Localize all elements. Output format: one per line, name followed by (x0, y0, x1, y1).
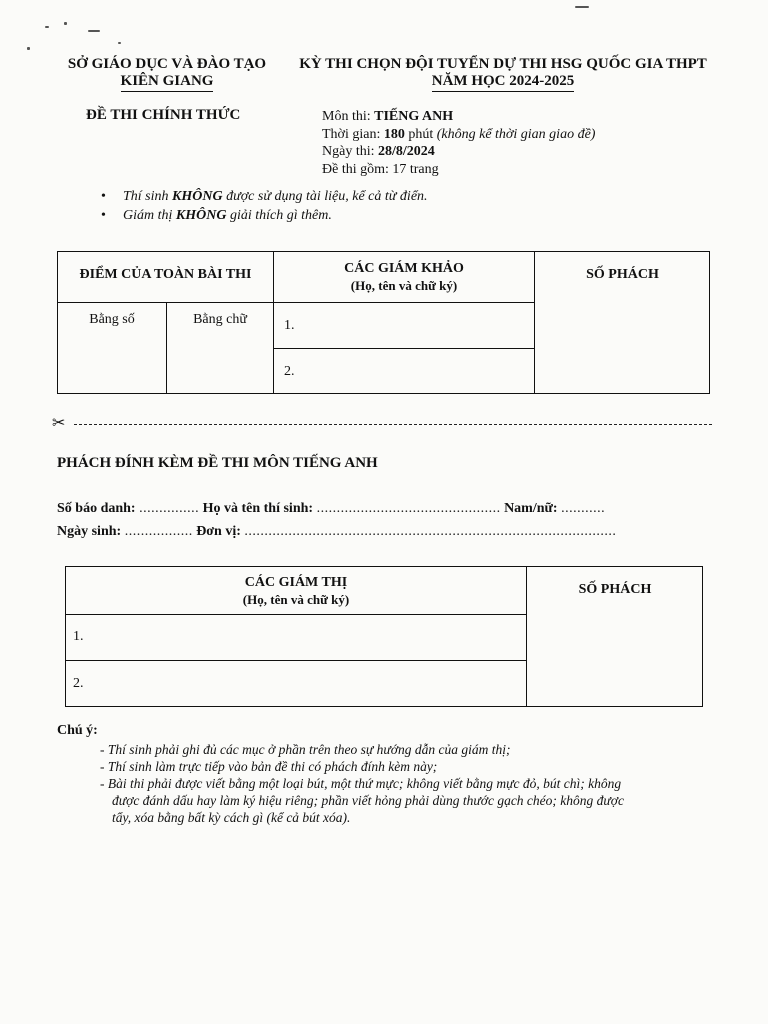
gender-field[interactable]: ........... (561, 501, 606, 516)
scan-speck (64, 22, 67, 25)
dob-field[interactable]: ................. (124, 524, 193, 539)
time-line: Thời gian: 180 phút (không kể thời gian giao đề) (322, 126, 596, 142)
note-item-continued: được đánh dấu hay làm ký hiệu riêng; phần viết hỏng phải dùng thước gạch chéo; không được (112, 793, 624, 808)
candidate-info-line-2 (57, 524, 616, 540)
exam-title-block (283, 56, 723, 92)
note-item: - Bài thi phải được viết bằng một loại bút, một thứ mực; không viết bằng mực đỏ, bút chì; không (100, 776, 622, 791)
subject-value: TIẾNG ANH (374, 109, 454, 124)
date-line: Ngày thi: 28/8/2024 (322, 144, 435, 159)
scan-speck (118, 42, 121, 44)
score-by-words-label: Bằng chữ (193, 312, 247, 327)
time-value: 180 (383, 126, 405, 142)
gender-label: Nam/nữ: (504, 501, 558, 516)
scan-speck (88, 30, 100, 32)
school-year: NĂM HỌC 2024-2025 (432, 73, 575, 92)
date-value: 28/8/2024 (378, 144, 435, 159)
proctor-code-number-header: SỐ PHÁCH (578, 582, 652, 597)
proctor-row-1: 1. (73, 629, 84, 644)
score-table (57, 251, 710, 394)
notes-title: Chú ý: (57, 723, 98, 738)
rule-item: • Giám thị KHÔNG giải thích gì thêm. (101, 206, 428, 225)
candidate-info-line-1 (57, 501, 605, 517)
time-note: (không kể thời gian giao đề) (436, 126, 596, 142)
notes-list (100, 741, 720, 826)
scan-speck (45, 26, 49, 28)
unit-field[interactable]: ............................................................................................. (244, 524, 617, 539)
department-name: SỞ GIÁO DỤC VÀ ĐÀO TẠO (67, 56, 267, 72)
proctors-header: CÁC GIÁM THỊ (Họ, tên và chữ ký) (242, 575, 350, 607)
examiner-row-1: 1. (284, 318, 295, 333)
subject-line: Môn thi: TIẾNG ANH (322, 109, 454, 124)
code-number-header: SỐ PHÁCH (586, 267, 659, 282)
proctor-table (65, 566, 703, 707)
examiners-header: CÁC GIÁM KHẢO (Họ, tên và chữ ký) (344, 261, 464, 293)
note-item-continued: tẩy, xóa bằng bất kỳ cách gì (kể cả bút xóa). (112, 810, 351, 825)
dashed-divider (74, 424, 712, 425)
total-score-header: ĐIỂM CỦA TOÀN BÀI THI (79, 267, 252, 282)
pages-line: Đề thi gồm: 17 trang (322, 161, 439, 177)
exam-rules-list (101, 187, 428, 225)
province-name: KIÊN GIANG (121, 73, 214, 92)
note-item: - Thí sinh phải ghi đủ các mục ở phần trên theo sự hướng dẫn của giám thị; (100, 742, 511, 757)
exam-title: KỲ THI CHỌN ĐỘI TUYỂN DỰ THI HSG QUỐC GIA THPT (299, 56, 707, 72)
sbd-field[interactable]: ............... (139, 501, 200, 516)
name-label: Họ và tên thí sinh: (202, 501, 314, 516)
rule-item: • Thí sinh KHÔNG được sử dụng tài liệu, kể cả từ điển. (101, 187, 428, 206)
examiner-row-2: 2. (284, 364, 295, 379)
detach-section-title: PHÁCH ĐÍNH KÈM ĐỀ THI MÔN TIẾNG ANH (57, 455, 378, 471)
cut-line (52, 413, 712, 432)
name-field[interactable]: .............................................. (316, 501, 501, 516)
scan-speck (27, 47, 30, 50)
unit-label: Đơn vị: (196, 524, 241, 539)
official-exam-label: ĐỀ THI CHÍNH THỨC (86, 107, 241, 123)
dob-label: Ngày sinh: (57, 524, 122, 539)
exam-info (322, 108, 595, 178)
sbd-label: Số báo danh: (57, 501, 136, 516)
department-block (62, 56, 272, 92)
scan-speck (575, 6, 589, 8)
note-item: - Thí sinh làm trực tiếp vào bản đề thi có phách đính kèm này; (100, 759, 438, 774)
scissors-icon: ✂ (52, 413, 66, 432)
proctor-row-2: 2. (73, 676, 84, 691)
score-by-number-label: Bằng số (89, 312, 135, 327)
